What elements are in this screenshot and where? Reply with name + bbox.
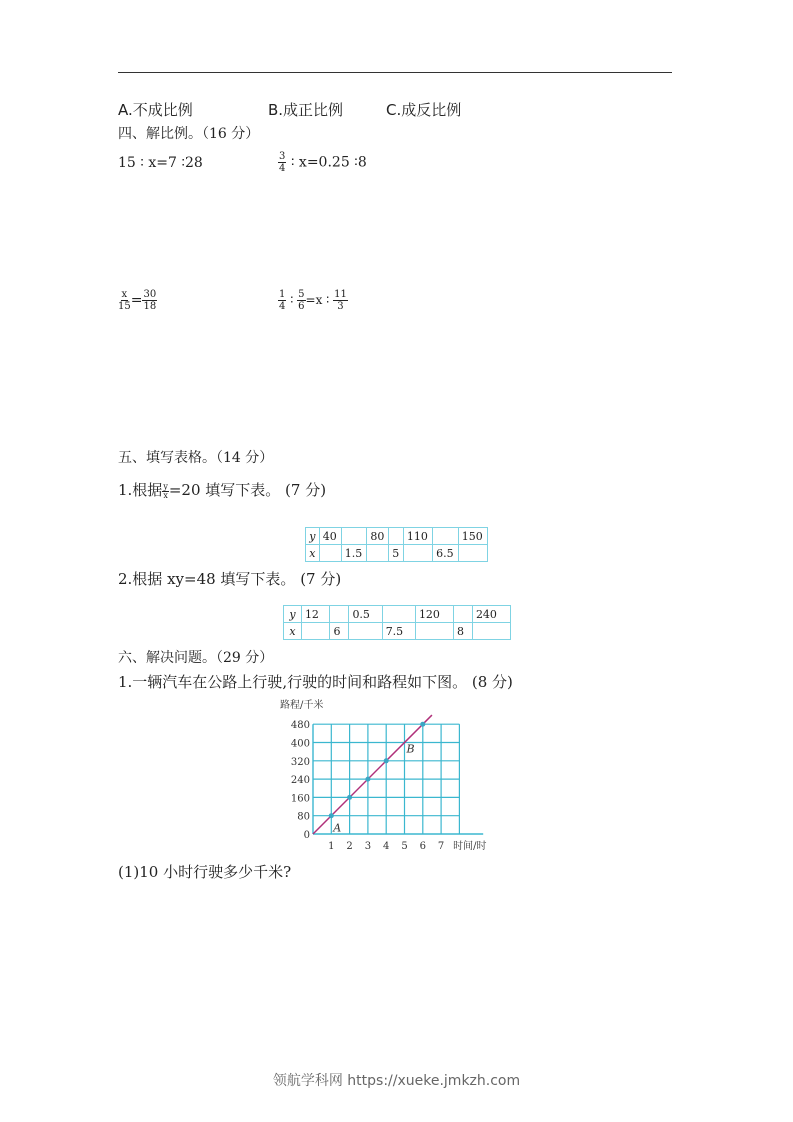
section5-title: 五、填写表格。（14 分） — [118, 450, 274, 466]
table-cell: 5 — [389, 545, 404, 562]
y-tick-label: 0 — [303, 830, 310, 841]
row-label: x — [284, 623, 302, 640]
top-rule — [118, 72, 672, 73]
table-cell: 1.5 — [341, 545, 367, 562]
table-cell: 120 — [415, 606, 453, 623]
section4-title: 四、解比例。（16 分） — [118, 126, 260, 142]
data-point — [347, 795, 352, 800]
table-cell: 40 — [319, 528, 341, 545]
table-cell: 8 — [453, 623, 472, 640]
table-cell — [319, 545, 341, 562]
table-1 — [305, 527, 488, 562]
question-6-1-1: (1)10 小时行驶多少千米? — [118, 863, 292, 881]
section6-title: 六、解决问题。（29 分） — [118, 650, 274, 666]
table-row-x — [284, 623, 511, 640]
question-5-2: 2.根据 xy=48 填写下表。 (7 分) — [118, 570, 342, 588]
table-cell — [349, 623, 382, 640]
y-tick-label: 240 — [290, 775, 310, 787]
data-point — [329, 813, 334, 818]
distance-time-chart — [270, 690, 510, 855]
data-point — [365, 777, 370, 782]
table-cell — [301, 623, 330, 640]
option-c: C.成反比例 — [386, 101, 462, 119]
point-label-a: A — [333, 821, 342, 835]
x-tick-label: 1 — [328, 841, 335, 852]
table-cell — [330, 606, 349, 623]
table-cell — [433, 528, 459, 545]
x-tick-label: 2 — [346, 841, 353, 852]
x-tick-label: 3 — [364, 841, 372, 852]
data-point — [384, 758, 389, 763]
table-cell: 6.5 — [433, 545, 459, 562]
equation-3: $\frac{x}{15}$ = $\frac{30}{18}$ — [118, 289, 157, 312]
y-tick-label: 320 — [290, 756, 310, 768]
data-point — [420, 722, 425, 727]
table-cell — [367, 545, 389, 562]
table-cell — [382, 606, 415, 623]
table-cell: 12 — [301, 606, 330, 623]
table-cell — [472, 623, 510, 640]
x-axis-label: 时间/时 — [453, 841, 487, 852]
table-cell — [403, 545, 432, 562]
table-cell — [453, 606, 472, 623]
table-2 — [283, 605, 511, 640]
y-tick-label: 480 — [290, 720, 310, 732]
y-tick-label: 160 — [290, 793, 310, 805]
question-6-1: 1.一辆汽车在公路上行驶,行驶的时间和路程如下图。 (8 分) — [118, 673, 513, 691]
x-tick-label: 4 — [383, 841, 390, 852]
option-b: B.成正比例 — [268, 101, 344, 119]
table-cell — [415, 623, 453, 640]
x-tick-label: 6 — [419, 841, 426, 852]
y-axis-label: 路程/千米 — [280, 700, 324, 711]
equation-2: $\frac{3}{4}$ ∶ x=0.25 ∶8 — [279, 151, 367, 174]
table-row-y — [306, 528, 488, 545]
footer-watermark: 领航学科网 https://xueke.jmkzh.com — [272, 1073, 521, 1089]
table-cell — [389, 528, 404, 545]
table-cell: 110 — [403, 528, 432, 545]
equation-1: 15 ∶ x=7 ∶28 — [118, 155, 203, 171]
table-cell: 240 — [472, 606, 510, 623]
y-tick-label: 80 — [297, 811, 310, 823]
table-cell: 6 — [330, 623, 349, 640]
option-a: A.不成比例 — [118, 101, 193, 119]
row-label: y — [306, 528, 320, 545]
table-cell: 7.5 — [382, 623, 415, 640]
y-tick-label: 400 — [290, 738, 310, 750]
table-cell: 0.5 — [349, 606, 382, 623]
table-cell — [458, 545, 487, 562]
x-tick-label: 7 — [437, 841, 445, 852]
table-cell: 80 — [367, 528, 389, 545]
table-cell: 150 — [458, 528, 487, 545]
row-label: x — [306, 545, 320, 562]
point-label-b: B — [406, 742, 415, 756]
equation-4: $\frac{1}{4}$ ∶ $\frac{5}{6}$ =x ∶ $\frac{11}{3}$ — [279, 289, 347, 312]
table-row-x — [306, 545, 488, 562]
table-cell — [341, 528, 367, 545]
question-5-1: 1.根据 $\frac{y}{x}$ =20 填写下表。 (7 分) — [118, 481, 327, 500]
row-label: y — [284, 606, 302, 623]
table-row-y — [284, 606, 511, 623]
x-tick-label: 5 — [401, 841, 408, 852]
